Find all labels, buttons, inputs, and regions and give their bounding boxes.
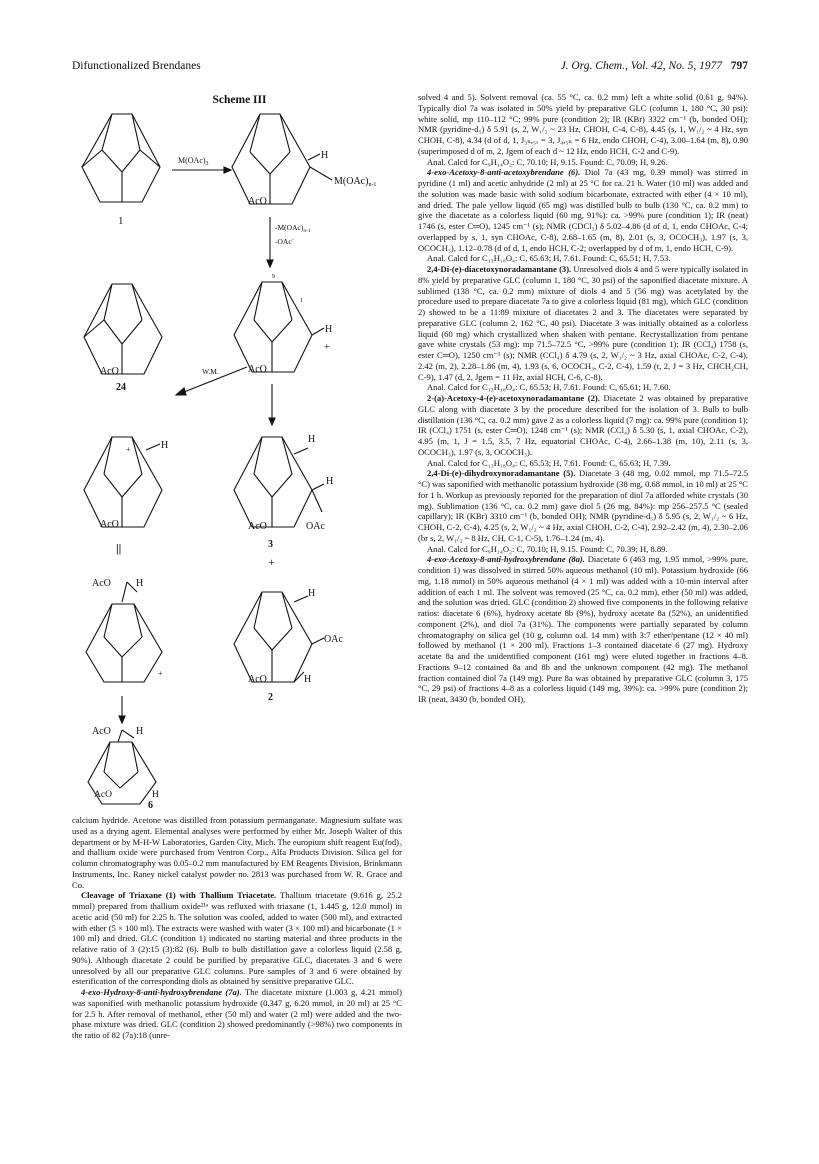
label-plus-left-cation: +	[126, 445, 131, 454]
structure-metal-complex	[232, 114, 332, 204]
label-plus-bridged: +	[158, 669, 163, 678]
label-h-left-cation: H	[161, 440, 169, 451]
body-r4: Unresolved diols 4 and 5 were typically isolated in 8% yield by preparative GLC (column 1, 180 °C, 30 psi) of the saponified diacetate mixture. A sublimed (138 °C, ca. 0.2 mm) mixture of diols 4 and 5 (56 mg) was acetylated by the procedure used to prepare diacetate 7a to give a colorless liquid (81 mg), which GLC (condition 2) showed to be a 11:89 mixture of diacetates 2 and 3. The diacetates were separated by preparative GLC (column 2, 162 °C, 40 psi). Diacetate 3 was initially obtained as a colorless liquid (60 mg) which crystallized when shaken with pentane. Recrystallization from pentane gave white crystals (53 mg): mp 71.5–72.5 °C, >99% pure (condition 1); IR (CCl₄) 1758 (s, ester C═O), 1250 cm⁻¹ (s); NMR (CCl₄) δ 4.79 (s, 2, W₁/₂ ~ 3 Hz, axial CHOAc, C-2, C-4), 2.42 (m, 2), 2.28–1.86 (m, 4), 1.93 (s, 6, OCOCH₃, C-2, C-4), 1.59 (t, 2, J = 3 Hz, CHCH₂CH, C-9), 1.47 (d, 2, Jgem = 11 Hz, axial HCH, C-6, C-8).	[418, 264, 748, 382]
label-h-3-b: H	[326, 476, 334, 487]
paragraph-cleavage	[72, 890, 402, 987]
resonance-bars: ||	[116, 541, 122, 555]
label-3: 3	[268, 539, 273, 550]
ligand-label: $M(OAc)_{n-1}$	[334, 176, 377, 188]
heading-r10: 4-exo-Acetoxy-8-anti-hydroxybrendane (8a).	[427, 554, 585, 565]
label-6: 6	[148, 800, 153, 811]
label-h-bridged: H	[136, 578, 144, 589]
label-pos-1: 1	[300, 298, 303, 304]
label-aco-24: AcO	[100, 366, 119, 377]
label-aco-2: AcO	[248, 674, 267, 685]
heading-r6: 2-(a)-Acetoxy-4-(e)-acetoxynoradamantane (2).	[427, 393, 600, 403]
label-aco-6-b: AcO	[94, 790, 112, 800]
page-number: 797	[730, 60, 748, 72]
label-aco-metal: AcO	[248, 196, 267, 207]
label-plus-3-2: +	[268, 555, 275, 569]
structure-1	[82, 114, 160, 202]
body-r0: solved 4 and 5). Solvent removal (ca. 55 °C, ca. 0.2 mm) left a white solid (0.61 g, 94%). Typically diol 7a was isolated in 50% yield by preparative GLC (column 1, 180 °C, 30 psi): white solid, mp 110–112 °C; 99% pure (condition 2); IR (KBr) 3322 cm⁻¹ (b, bonded OH); NMR (pyridine-d₅) δ 5.91 (s, 2, W₁/₂ ~ 23 Hz, CHOH, C-4, C-8), 4.45 (s, 1, W₁/₂ ~ 4 Hz, syn CHOH, C-8), 4.34 (d of d, 1, J₃ₙ,₅ₓ = 3, J₄,₅ₙ = 6 Hz, endo CHOH, C-4), 3.00–1.64 (m, 8), 0.90 (superimposed d of m, 2, Jgem of each d ~ 12 Hz, endo HCH, C-2 and C-9).	[418, 92, 748, 156]
heading-r2: 4-exo-Acetoxy-8-anti-acetoxybrendane (6).	[427, 167, 581, 178]
left-column-text	[72, 815, 402, 1041]
journal-name: J. Org. Chem.,	[560, 60, 628, 72]
heading-r8: 2,4-Di-(e)-dihydroxynoradamantane (5).	[427, 468, 576, 479]
paragraph-r8	[418, 468, 748, 543]
label-h-metal: H	[321, 150, 329, 161]
label-aco-cation: AcO	[248, 364, 267, 375]
paragraph-r0	[418, 92, 748, 157]
body-r2: Diol 7a (43 mg, 0.39 mmol) was stirred in pyridine (1 ml) and acetic anhydride (2 ml) at 25 °C for ca. 21 h. Water (10 ml) was added and the solution was made basic with solid sodium bicarbonate, extracted with ether (4 × 10 ml), and dried. The pale yellow liquid (65 mg) was distilled bulb to bulb (130 °C, ca. 0.2 mm) to give the diacetate as a colorless liquid (60 mg, 91%): ca. >99% pure (condition 1); IR (neat) 1746 (s, ester C═O), 1245 cm⁻¹ (s); NMR (CDCl₃) δ 5.02–4.86 (d of d, 1, endo CHOAc, C-4; overlapped by s, 1, syn CHOAc, C-8), 2.68–1.65 (m, 8), 2.01 (s, 3, OCOCH₃), 1.97 (s, 3, OCOCH₃), 1.12–0.78 (d of d, 1, endo HCH, C-2; overlapped by d of m, 1, endo HCH, C-9).	[418, 167, 748, 253]
body-r1: Anal. Calcd for C₉H₁₄O₂: C, 70.10; H, 9.15. Found: C, 70.09; H, 9.26.	[427, 156, 668, 167]
scheme-title: Scheme III	[212, 94, 267, 106]
wm-label: W.M.	[202, 367, 219, 376]
paragraph-materials: calcium hydride. Acetone was distilled from potassium permanganate. Magnesium sulfate was used as a drying agent. Elemental analyses were performed by either Mr. Joseph Walter of this department or by M-H-W Laboratories, Garden City, Mich. The europium shift reagent Eu(fod)₃ and thallium oxide were purchased from Ventron Corp., Alfa Products Division. Silica gel for column chromatography was 0.05–0.2 mm manufactured by EM Reagents Division, Brinkmann Instruments, Inc. Raney nickel catalyst powder no. 2813 was purchased from W. R. Grace and Co.	[72, 815, 402, 890]
right-column-text	[418, 92, 748, 705]
paragraph-r4	[418, 264, 748, 382]
label-h-2-b: H	[304, 674, 312, 685]
loss-metal-label: $-M(OAc)_{n-1}$	[275, 223, 311, 234]
running-title: Difunctionalized Brendanes	[72, 60, 201, 72]
loss-acetate-label: -OAc-	[275, 237, 294, 246]
body-7a: The diacetate mixture (1.003 g, 4.21 mmol) was saponified with methanolic potassium hydroxide (0.347 g, 6.20 mmol, in 20 ml) at 25 °C for 2.5 h. After removal of methanol, ether (50 ml) and water (2 ml) were added and the two-phase mixture was dried. GLC (condition 2) showed predominantly (>98%) two components in the ratio of 82 (7a):18 (unre-	[72, 987, 402, 1040]
body-r7: Anal. Calcd for C₁₃H₁₈O₄: C, 65.53; H, 7.61. Found: C, 65.63; H, 7.39.	[427, 457, 671, 468]
journal-volume: Vol. 42, No. 5, 1977	[630, 60, 723, 72]
body-cleavage: Thallium triacetate (9.616 g, 25.2 mmol) prepared from thallium oxide²¹ᵃ was refluxed with triaxane (1, 1.445 g, 12.0 mmol) in acetic acid (50 ml) for 2.25 h. The solution was cooled, added to water (500 ml), and extracted with ether (5 × 100 ml). The extracts were washed with water (3 × 100 ml) and bicarbonate (1 × 100 ml) and dried. GLC (condition 1) indicated no starting material and three products in the relative ratio of 3 (2):15 (3):82 (6). Bulb to bulb distillation gave a colorless liquid (2.58 g, 90%). Although diacetate 2 could be purified by preparative GLC, diacetates 3 and 6 were unresolved by all our preparative GLC columns. Pure samples of 3 and 6 were obtained by esterification of the corresponding diols as obtained by sensitive preparative GLC.	[72, 890, 402, 987]
paragraph-r5	[418, 382, 748, 393]
label-plus-cation: +	[324, 342, 330, 353]
heading-r4: 2,4-Di-(e)-diacetoxynoradamantane (3).	[427, 264, 572, 274]
paragraph-r10	[418, 554, 748, 705]
reaction-scheme	[72, 92, 407, 811]
paragraph-7a	[72, 987, 402, 1041]
label-h-cation: H	[325, 324, 333, 335]
label-24: 24	[116, 382, 126, 393]
structure-24	[84, 284, 162, 374]
label-aco-6-a: AcO	[92, 726, 111, 737]
structure-2	[234, 592, 324, 682]
heading-7a: 4-exo-Hydroxy-8-anti-hydroxybrendane (7a).	[81, 987, 242, 997]
label-h-2-a: H	[308, 588, 316, 599]
paragraph-r9	[418, 544, 748, 555]
paragraph-r3	[418, 253, 748, 264]
label-h-6-b: H	[152, 790, 159, 800]
reagent-label: $M(OAc)_3$	[178, 156, 209, 167]
label-h-6-a: H	[136, 726, 144, 737]
label-aco-3: AcO	[248, 521, 267, 532]
body-r3: Anal. Calcd for C₁₃H₁₈O₄: C, 65.63; H, 7.61. Found: C, 65.51; H, 7.53.	[427, 253, 671, 264]
paragraph-r2	[418, 167, 748, 253]
journal-citation	[561, 60, 748, 72]
running-head	[72, 60, 748, 76]
paragraph-r7	[418, 458, 748, 469]
paragraph-r6	[418, 393, 748, 458]
label-1: 1	[118, 215, 124, 227]
body-r6: Diacetate 2 was obtained by preparative GLC along with diacetate 3 by the procedure described for the isolation of 3. Bulb to bulb distillation (136 °C, ca. 0.2 mm) gave 2 as a colorless liquid (7 mg): ca. 99% pure (condition 1); IR (CCl₄) 1751 (s, ester C═O), 1248 cm⁻¹ (s); NMR (CCl₄) δ 5.30 (s, 1, axial CHOAc, C-2), 4.95 (m, 1, J = 1.5, 3.5, 7 Hz, equatorial CHOAc, C-4), 2.66–1.38 (m, 10), 2.11 (s, 3, OCOCH₃), 1.97 (s, 3, OCOCH₃).	[418, 393, 749, 457]
structure-cation	[234, 282, 324, 372]
heading-cleavage: Cleavage of Triaxane (1) with Thallium Triacetate.	[81, 890, 277, 901]
body-r9: Anal. Calcd for C₉H₁₄O₂: C, 70.10; H, 9.15. Found: C, 70.39; H, 8.89.	[427, 543, 668, 554]
body-r5: Anal. Calcd for C₁₃H₁₈O₄: C, 65.53; H, 7.61. Found: C, 65.61; H, 7.60.	[427, 382, 671, 393]
scheme-drawing	[72, 92, 407, 808]
label-aco-bridged: AcO	[92, 578, 111, 589]
label-h-3-a: H	[308, 434, 316, 445]
label-pos-9: 9	[272, 274, 275, 280]
label-oac-3: OAc	[306, 521, 325, 532]
label-2: 2	[268, 692, 273, 703]
paragraph-r1	[418, 157, 748, 168]
structure-bridged-cation	[86, 582, 162, 682]
body-r8: Diacetate 3 (48 mg, 0.02 mmol, mp 71.5–72.5 °C) was saponified with methanolic potassium hydroxide (38 mg, 0.68 mmol, in 10 ml) at 25 °C for 1 h. Workup as previously reported for the preparation of diol 7a afforded white crystals (30 mg). Sublimation (136 °C, ca. 0.2 mm) gave diol 5 (26 mg, 84%): mp 256–257.5 °C (sealed capillary); IR (KBr) 3310 cm⁻¹ (b, bonded OH); NMR (pyridine-d₅) δ 5.95 (s, 2, W₁/₂ ~ 6 Hz, CHOH, C-2, C-4), 4.25 (s, 2, W₁/₂ ~ 4 Hz, axial CHOH, C-2, C-4), 2.92–2.42 (m, 4), 2.30–2.06 (br s, 2, W₁/₂ ~ 8 Hz, CH, C-1, C-5), 1.76–1.24 (m, 4).	[418, 468, 749, 543]
structure-6-bottom-labels	[72, 790, 407, 808]
body-r10: Diacetate 6 (463 mg, 1.95 mmol, >99% pure, condition 1) was dissolved in stirred 50% aqueous methanol (10 ml). Potassium hydroxide (66 mg, 1.18 mmol) in 50% aqueous methanol (4 × 1 ml) was added with a 10-min interval after addition of each 1 ml. The solvent was removed (25 °C, ca. 0.2 mm), ether (50 ml) was added, and the solution was dried. GLC (condition 2) showed five components in the following relative ratios: diacetate 6 (6%), hydroxy acetate 8b (9%), hydroxy acetate 8a (52%), an unidentified component (2%), and diol 7a (31%). The components were partially separated by column chromatography on silica gel (10 g, column o.d. 14 mm) with 3:7 ether/pentane (12 × 40 ml) followed by methanol (1 × 200 ml). Fractions 1–3 contained diacetate 6 (27 mg). Hydroxy acetate 8a and the unidentified component (161 mg) were eluted together in fractions 4–8. Fractions 9–12 contained 8a and 8b and the unknown component (42 mg). The methanol fraction contained diol 7a (149 mg). Pure 8a was obtained by preparative GLC (column 3, 175 °C, 29 psi) of fractions 4–8 as a colorless liquid (149 mg, 39%): ca. >99% pure (condition 2); IR (neat, 3430 (b, bonded OH),	[418, 554, 748, 704]
structure-3	[234, 437, 324, 527]
label-oac-2: OAc	[324, 634, 343, 645]
label-aco-left-cation: AcO	[100, 519, 119, 530]
structure-left-cation	[84, 437, 162, 527]
